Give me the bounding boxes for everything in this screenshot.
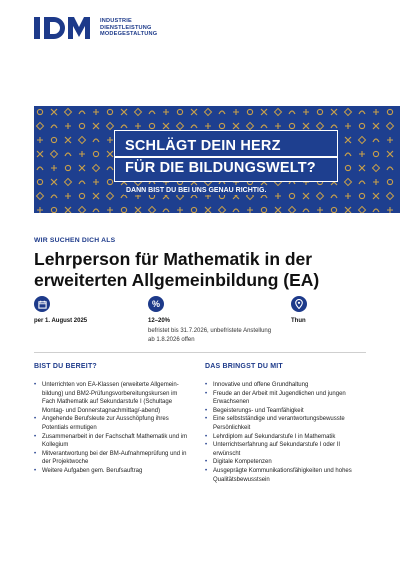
pattern-glyph: [303, 109, 309, 115]
pattern-glyph: [316, 122, 323, 129]
pattern-glyph: [316, 192, 323, 199]
pattern-glyph: [177, 207, 183, 213]
pattern-glyph: [233, 109, 239, 115]
pattern-glyph: [233, 123, 239, 129]
pattern-glyph: [107, 137, 113, 143]
pattern-glyph: [303, 123, 309, 129]
pattern-glyph: [37, 167, 43, 170]
workload-details: befristet bis 31.7.2026, unbefristete Anstellung ab 1.8.2026 offen: [148, 328, 272, 343]
pattern-glyph: [191, 195, 197, 198]
start-date-label: per 1. August 2025: [34, 318, 88, 324]
pattern-glyph: [176, 122, 183, 129]
pattern-glyph: [93, 209, 99, 212]
pattern-glyph: [359, 123, 364, 128]
pattern-glyph: [135, 123, 141, 129]
pattern-glyph: [386, 122, 393, 129]
list-item: • Lehrdiplom auf Sekundarstufe I in Mathematik: [205, 433, 367, 442]
pattern-glyph: [359, 193, 364, 198]
pattern-glyph: [372, 164, 379, 171]
idm-logo: [34, 16, 157, 40]
pattern-glyph: [65, 153, 71, 156]
pattern-glyph: [345, 207, 351, 213]
pattern-glyph: [331, 125, 337, 128]
pattern-glyph: [303, 209, 309, 212]
pattern-glyph: [373, 139, 379, 142]
pattern-glyph: [344, 178, 351, 185]
pattern-glyph: [358, 206, 365, 213]
pattern-glyph: [218, 206, 225, 213]
pattern-glyph: [219, 123, 224, 128]
qualifications-list: [205, 381, 367, 484]
pattern-glyph: [387, 207, 393, 213]
pattern-glyph: [289, 111, 295, 114]
pattern-glyph: [121, 195, 127, 198]
pattern-glyph: [37, 137, 43, 143]
logo-line: INDUSTRIE: [100, 18, 132, 25]
pattern-glyph: [373, 123, 379, 129]
pattern-glyph: [373, 109, 379, 115]
pattern-glyph: [359, 111, 365, 114]
pattern-glyph: [288, 206, 295, 213]
pattern-glyph: [274, 108, 281, 115]
pattern-glyph: [163, 123, 169, 129]
pattern-glyph: [331, 195, 337, 198]
pattern-glyph: [233, 209, 239, 212]
pattern-glyph: [93, 123, 99, 129]
list-item: • Digitale Kompetenzen: [205, 458, 367, 467]
banner-subline: DANN BIST DU BEI UNS GENAU RICHTIG.: [126, 187, 267, 194]
pattern-glyph: [79, 193, 84, 198]
pattern-glyph: [107, 207, 113, 213]
pattern-glyph: [93, 109, 99, 115]
idm-logo-mark: [34, 16, 92, 40]
pattern-glyph: [135, 207, 141, 213]
pattern-glyph: [205, 123, 211, 129]
tasks-list: [34, 381, 192, 476]
pattern-glyph: [65, 123, 71, 129]
pattern-glyph: [387, 151, 393, 157]
pattern-glyph: [191, 109, 197, 115]
logo-line: DIENSTLEISTUNG: [100, 24, 152, 31]
pattern-glyph: [317, 207, 323, 213]
pattern-glyph: [65, 193, 71, 199]
pattern-glyph: [373, 151, 378, 156]
idm-logo-graphic: [34, 17, 92, 39]
pattern-glyph: [51, 165, 57, 171]
pattern-glyph: [134, 108, 141, 115]
pattern-glyph: [358, 136, 365, 143]
pattern-glyph: [163, 209, 169, 212]
pattern-glyph: [36, 192, 43, 199]
pattern-glyph: [289, 123, 294, 128]
pattern-glyph: [65, 165, 70, 170]
pattern-glyph: [331, 207, 336, 212]
list-item: • Zusammenarbeit in der Fachschaft Mathematik und im Kollegium: [34, 433, 192, 450]
pattern-glyph: [93, 179, 99, 185]
location-pin-icon: [291, 296, 307, 312]
pattern-glyph: [261, 109, 267, 115]
eyebrow-text: WIR SUCHEN DICH ALS: [34, 237, 116, 244]
list-item: • Angehende Berufsleute zur Ausschöpfung ihres Potentials ermutigen: [34, 415, 192, 432]
pattern-glyph: [79, 181, 85, 184]
banner-divider: [115, 156, 337, 158]
pattern-glyph: [373, 179, 379, 185]
section-divider: [34, 352, 366, 353]
banner-headline-box: [114, 130, 338, 182]
pattern-glyph: [387, 137, 393, 143]
pattern-glyph: [163, 109, 169, 115]
pattern-glyph: [51, 207, 56, 212]
banner-headline-line2: FÜR DIE BILDUNGSWELT?: [125, 160, 316, 176]
pattern-glyph: [344, 108, 351, 115]
pattern-glyph: [177, 109, 182, 114]
list-item: • Eine selbstständige und verantwortungsbewusste Persönlichkeit: [205, 415, 367, 432]
pattern-glyph: [50, 150, 57, 157]
pattern-glyph: [51, 125, 57, 128]
location-label: Thun: [291, 318, 306, 324]
list-item: • Unterrichtserfahrung auf Sekundarstufe I oder II erwünscht: [205, 441, 367, 458]
pattern-glyph: [247, 207, 253, 213]
pattern-glyph: [64, 178, 71, 185]
pattern-glyph: [107, 167, 113, 170]
pattern-glyph: [205, 207, 211, 213]
pattern-glyph: [345, 165, 350, 170]
pattern-glyph: [149, 111, 155, 114]
pattern-glyph: [303, 193, 309, 199]
pattern-glyph: [359, 181, 365, 184]
pattern-glyph: [51, 109, 57, 115]
pattern-glyph: [275, 123, 281, 129]
pattern-glyph: [107, 109, 112, 114]
pattern-glyph: [317, 109, 322, 114]
pattern-glyph: [79, 123, 84, 128]
pattern-glyph: [92, 164, 99, 171]
pattern-glyph: [359, 151, 365, 157]
pattern-glyph: [37, 151, 43, 157]
pattern-glyph: [65, 137, 71, 143]
pattern-glyph: [331, 109, 337, 115]
list-item: • Mitverantwortung bei der BM-Aufnahmeprüfung und in der Projektwoche: [34, 450, 192, 467]
pattern-glyph: [275, 207, 281, 213]
pattern-glyph: [106, 122, 113, 129]
pattern-glyph: [261, 125, 267, 128]
hero-banner: [34, 106, 400, 213]
pattern-glyph: [107, 179, 112, 184]
list-item: • Freude an der Arbeit mit Jugendlichen und jungen Erwachsenen: [205, 390, 367, 407]
pattern-glyph: [247, 109, 252, 114]
pattern-glyph: [373, 193, 379, 199]
pattern-glyph: [51, 179, 57, 185]
pattern-glyph: [79, 151, 85, 157]
workload-label: 12–20%: [148, 318, 171, 324]
pattern-glyph: [65, 207, 71, 213]
pattern-glyph: [246, 122, 253, 129]
requirements-heading-right: DAS BRINGST DU MIT: [205, 363, 283, 370]
pattern-glyph: [121, 207, 126, 212]
pattern-glyph: [79, 111, 85, 114]
job-title: Lehrperson für Mathematik in der erweiterten Allgemeinbildung (EA): [34, 249, 320, 290]
pattern-glyph: [261, 207, 266, 212]
pattern-glyph: [345, 123, 351, 129]
pattern-glyph: [107, 151, 113, 157]
pattern-glyph: [78, 136, 85, 143]
pattern-glyph: [93, 193, 99, 199]
pattern-glyph: [204, 108, 211, 115]
pattern-glyph: [219, 111, 225, 114]
pattern-glyph: [121, 109, 127, 115]
list-item: • Weitere Aufgaben gem. Berufsauftrag: [34, 467, 192, 476]
pattern-glyph: [149, 123, 154, 128]
list-item: • Begeisterungs- und Teamfähigkeit: [205, 407, 367, 416]
list-item: • Ausgeprägte Kommunikationsfähigkeiten und hohes Qualitätsbewusstsein: [205, 467, 367, 484]
pattern-glyph: [36, 122, 43, 129]
pattern-glyph: [37, 179, 42, 184]
pattern-glyph: [289, 193, 294, 198]
pattern-glyph: [37, 207, 43, 213]
pattern-glyph: [387, 167, 393, 170]
pattern-glyph: [261, 195, 267, 198]
pattern-glyph: [64, 108, 71, 115]
pattern-glyph: [345, 153, 351, 156]
pattern-glyph: [359, 165, 365, 171]
idm-logo-text: [100, 18, 157, 38]
banner-headline-line1: SCHLÄGT DEIN HERZ: [125, 138, 281, 154]
pattern-glyph: [79, 165, 85, 171]
calendar-icon: [34, 296, 50, 312]
pattern-glyph: [93, 151, 98, 156]
pattern-glyph: [191, 125, 197, 128]
logo-line: MODEGESTALTUNG: [100, 31, 158, 38]
requirements-heading-left: BIST DU BEREIT?: [34, 363, 97, 370]
pattern-glyph: [51, 137, 56, 142]
pattern-glyph: [345, 137, 351, 143]
list-item: • Innovative und offene Grundhaltung: [205, 381, 367, 390]
pattern-glyph: [386, 192, 393, 199]
pattern-glyph: [51, 195, 57, 198]
pattern-glyph: [78, 206, 85, 213]
pattern-glyph: [373, 209, 379, 212]
pattern-glyph: [345, 193, 351, 199]
pattern-glyph: [93, 139, 99, 142]
pattern-glyph: [148, 206, 155, 213]
pattern-glyph: [275, 193, 281, 199]
list-item: • Unterrichten von EA-Klassen (erweiterte Allgemein-bildung) und BM2-Prüfungsvorbereitungskursen im Fach Mathematik auf Sekundarstufe I (Schultage Montag- und Donnerstagnachmittag/-abend): [34, 381, 192, 415]
pattern-glyph: [387, 109, 392, 114]
pattern-glyph: [106, 192, 113, 199]
pattern-glyph: [37, 109, 42, 114]
pattern-glyph: [191, 207, 196, 212]
pattern-glyph: [121, 125, 127, 128]
percent-icon: %: [148, 296, 164, 312]
pattern-glyph: [387, 179, 392, 184]
